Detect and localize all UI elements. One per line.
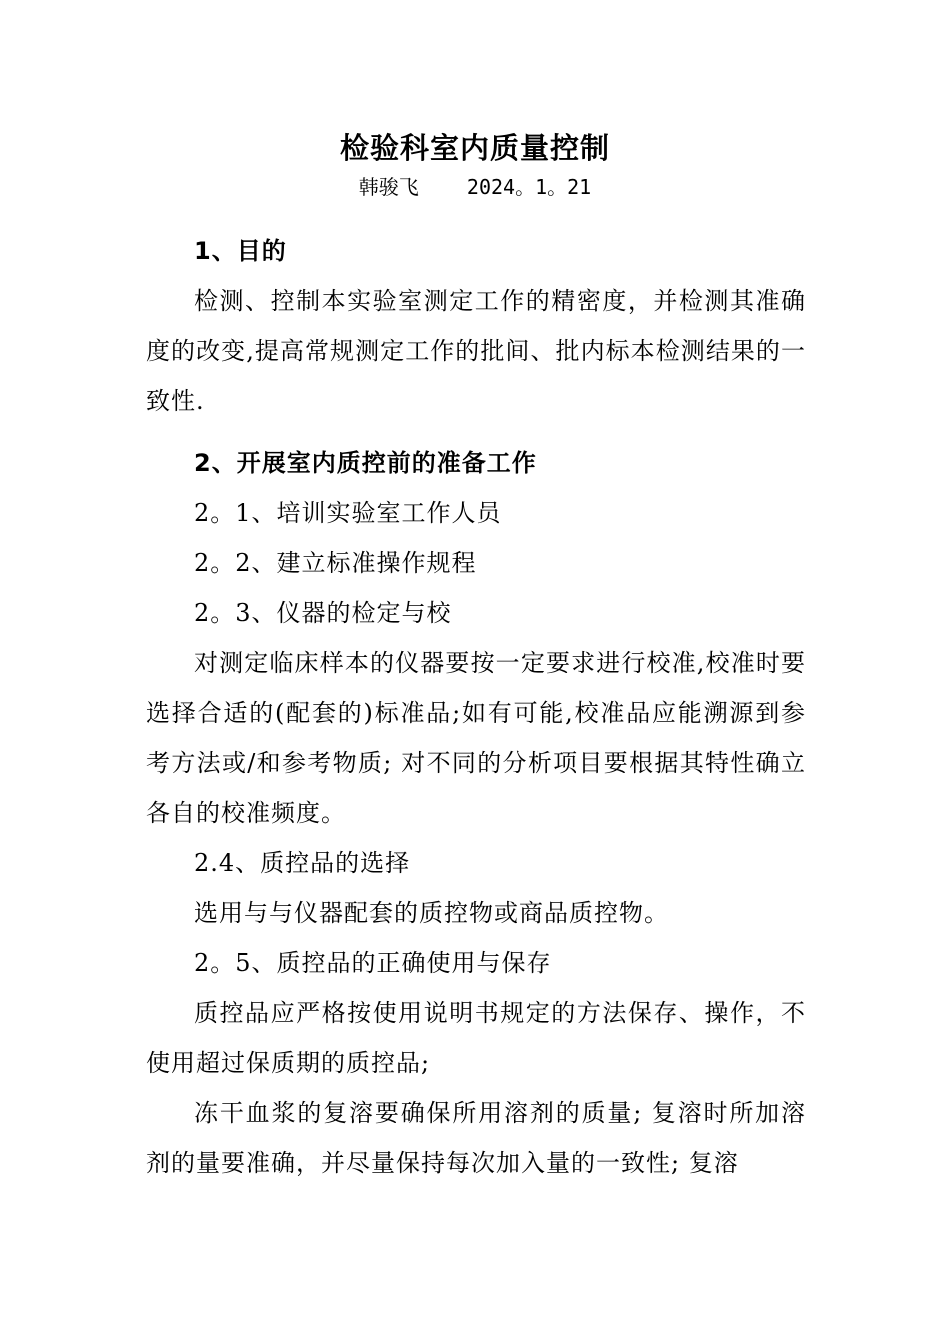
paragraph-qc-storage: 质控品应严格按使用说明书规定的方法保存、操作，不使用超过保质期的质控品; (146, 999, 806, 1077)
document-title: 检验科室内质量控制 (339, 131, 610, 165)
document-body (146, 226, 806, 1188)
subsection-2-2: 2。2、建立标准操作规程 (194, 549, 477, 577)
subsection-2-4: 2.4、质控品的选择 (194, 849, 411, 877)
subsection-2-3: 2。3、仪器的检定与校 (194, 599, 452, 627)
section-heading-preparation: 2、开展室内质控前的准备工作 (194, 449, 537, 477)
section-heading-purpose: 1、目的 (194, 237, 287, 265)
subsection-2-5: 2。5、质控品的正确使用与保存 (194, 949, 552, 977)
paragraph-reconstitution: 冻干血浆的复溶要确保所用溶剂的质量; 复溶时所加溶剂的量要准确，并尽量保持每次加入量的一致性; 复溶 (146, 1099, 806, 1177)
paragraph-calibration: 对测定临床样本的仪器要按一定要求进行校准,校准时要选择合适的(配套的)标准品;如有可能,校准品应能溯源到参考方法或/和参考物质; 对不同的分析项目要根据其特性确立各自的校准频度。 (146, 649, 806, 827)
paragraph-qc-selection: 选用与与仪器配套的质控物或商品质控物。 (194, 899, 669, 927)
subsection-2-1: 2。1、培训实验室工作人员 (194, 499, 502, 527)
author-date-line: 韩骏飞 2024。1。21 (358, 175, 592, 199)
paragraph-purpose: 检测、控制本实验室测定工作的精密度，并检测其准确度的改变,提高常规测定工作的批间、批内标本检测结果的一致性. (146, 287, 806, 415)
